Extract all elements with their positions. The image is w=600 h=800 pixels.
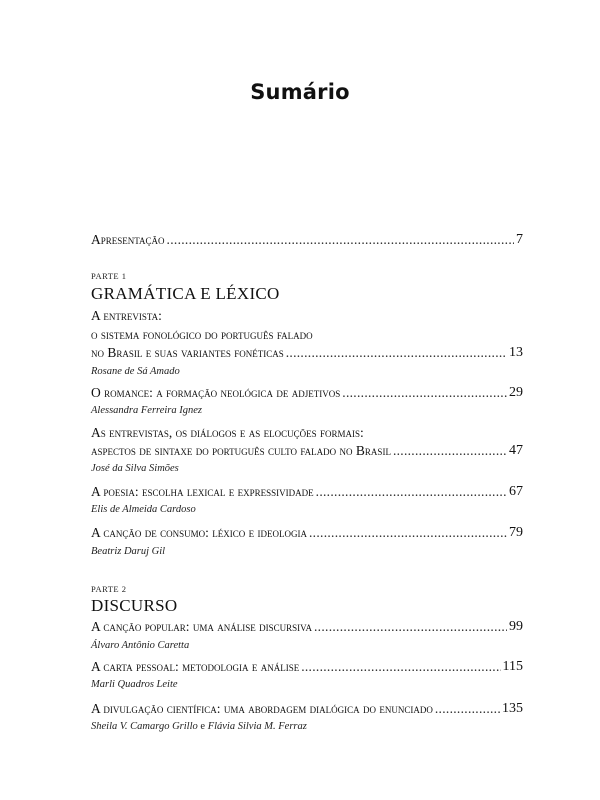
dot-leader xyxy=(167,232,514,248)
dot-leader xyxy=(435,701,500,717)
toc-page-number: 47 xyxy=(509,443,523,458)
toc-entry-title: O romance: a formação neológica de adjetivos xyxy=(91,385,341,400)
toc-page-number: 29 xyxy=(509,385,523,400)
toc-entry-title: A canção popular: uma análise discursiva xyxy=(91,619,312,634)
toc-page-number: 135 xyxy=(502,701,523,716)
toc-author: Marli Quadros Leite xyxy=(91,679,178,690)
toc-author: Álvaro Antônio Caretta xyxy=(91,640,190,651)
toc-entry-title-line[interactable]: o sistema fonológico do português falado xyxy=(91,327,313,342)
dot-leader xyxy=(286,345,507,361)
toc-page-number: 7 xyxy=(516,232,523,247)
page-title: Sumário xyxy=(250,80,350,104)
toc-entry-title-line[interactable]: As entrevistas, os diálogos e as elocuções formais: xyxy=(91,425,364,440)
toc-page-number: 13 xyxy=(509,345,523,360)
toc-page-number: 99 xyxy=(509,619,523,634)
toc-entry[interactable] xyxy=(91,345,523,361)
toc-author: Beatriz Daruj Gil xyxy=(91,546,166,557)
toc-entry[interactable] xyxy=(91,443,523,459)
toc-entry-title: aspectos de sintaxe do português culto falado no Brasil xyxy=(91,443,391,458)
part-title: GRAMÁTICA E LÉXICO xyxy=(91,284,280,303)
toc-page-number: 67 xyxy=(509,484,523,499)
toc-entry[interactable] xyxy=(91,484,523,500)
toc-entry-apresentacao[interactable] xyxy=(91,232,523,248)
toc-author: Rosane de Sá Amado xyxy=(91,366,180,377)
toc-entry-title: A poesia: escolha lexical e expressividade xyxy=(91,484,314,499)
toc-entry-title: A canção de consumo: léxico e ideologia xyxy=(91,525,307,540)
part-label: PARTE 2 xyxy=(91,584,127,594)
toc-page-number: 79 xyxy=(509,525,523,540)
toc-author: José da Silva Simões xyxy=(91,463,179,474)
toc-entry-title: A carta pessoal: metodologia e análise xyxy=(91,659,300,674)
dot-leader xyxy=(309,525,507,541)
toc-entry[interactable] xyxy=(91,659,523,675)
toc-entry-title: A divulgação científica: uma abordagem dialógica do enunciado xyxy=(91,701,433,716)
author-conjunction: e xyxy=(200,721,206,732)
dot-leader xyxy=(393,443,507,459)
toc-entry[interactable] xyxy=(91,619,523,635)
part-title: DISCURSO xyxy=(91,596,178,615)
dot-leader xyxy=(342,385,507,401)
toc-entry-title-line[interactable]: A entrevista: xyxy=(91,308,162,323)
toc-author-name: Sheila V. Camargo Grillo xyxy=(91,721,198,732)
dot-leader xyxy=(316,484,507,500)
dot-leader xyxy=(301,659,500,675)
toc-entry[interactable] xyxy=(91,385,523,401)
toc-author-name: Flávia Silvia M. Ferraz xyxy=(207,721,307,732)
toc-entry-title: no Brasil e suas variantes fonéticas xyxy=(91,345,284,360)
toc-entry[interactable] xyxy=(91,525,523,541)
part-label: PARTE 1 xyxy=(91,271,127,281)
toc-entry[interactable] xyxy=(91,701,523,717)
dot-leader xyxy=(314,619,507,635)
toc-author xyxy=(91,720,307,733)
toc-author: Alessandra Ferreira Ignez xyxy=(91,405,203,416)
toc-page-number: 115 xyxy=(502,659,523,674)
toc-entry-title: Apresentação xyxy=(91,232,165,247)
toc-author: Elis de Almeida Cardoso xyxy=(91,504,196,515)
